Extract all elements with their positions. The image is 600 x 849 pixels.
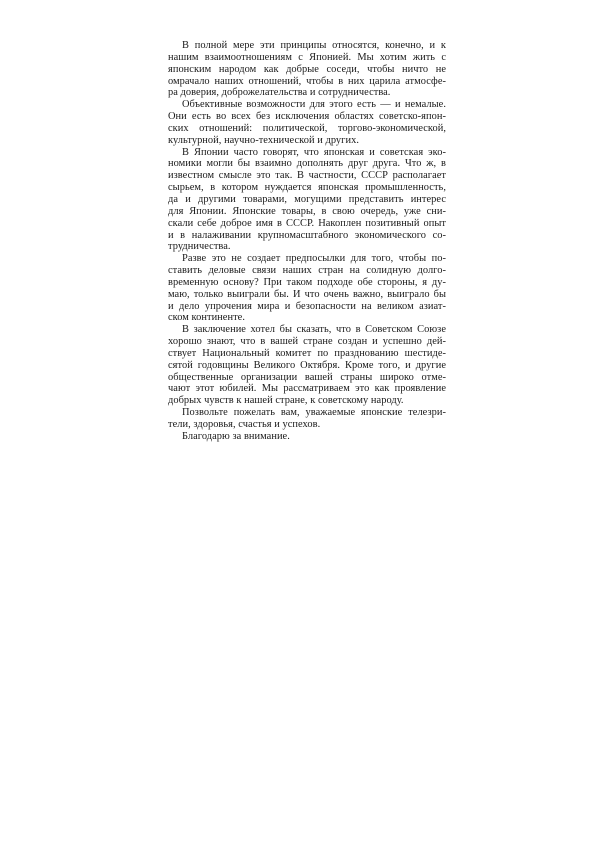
text-line: скали себе доброе имя в СССР. Накоплен позитивный опыт xyxy=(168,217,446,229)
paragraph xyxy=(168,147,446,254)
text-line: сятой годовщины Великого Октября. Кроме того, и другие xyxy=(168,359,446,371)
text-line: омрачало наших отношений, чтобы в них царила атмосфе- xyxy=(168,75,446,87)
text-line: для Японии. Японские товары, в свою очередь, уже сни- xyxy=(168,205,446,217)
text-line: хорошо знают, что в вашей стране создан и успешно дей- xyxy=(168,336,446,348)
text-line: ра доверия, доброжелательства и сотрудничества. xyxy=(168,87,391,99)
text-line: общественные организации вашей страны широко отме- xyxy=(168,371,446,383)
text-line: тели, здоровья, счастья и успехов. xyxy=(168,419,321,430)
text-line: и в налаживании крупномасштабного экономического со- xyxy=(168,229,446,241)
text-line: ских отношений: политической, торгово-экономической, xyxy=(168,122,446,134)
text-line: трудничества. xyxy=(168,241,231,253)
paragraph xyxy=(168,99,446,146)
text-line: временную основу? При таком подходе обе стороны, я ду- xyxy=(168,276,446,288)
text-line: Благодарю за внимание. xyxy=(182,430,290,442)
text-line: Позвольте пожелать вам, уважаемые японские телезри- xyxy=(182,407,446,419)
text-line: культурной, научно-технической и других. xyxy=(168,134,359,146)
text-line: японским народом как добрые соседи, чтобы ничто не xyxy=(168,63,446,75)
text-line: да и другими товарами, могущими представить интерес xyxy=(168,193,446,205)
paragraph xyxy=(168,40,446,99)
text-line: Объективные возможности для этого есть — и немалые. xyxy=(182,99,446,111)
text-line: ском континенте. xyxy=(168,312,245,324)
paragraph xyxy=(168,407,446,431)
text-line: ствует Национальный комитет по празднованию шестиде- xyxy=(168,347,446,359)
text-line: В полной мере эти принципы относятся, конечно, и к xyxy=(182,40,446,51)
text-line: чают этот юбилей. Мы рассматриваем это как проявление xyxy=(168,383,446,395)
document-page xyxy=(168,40,446,443)
paragraph xyxy=(168,324,446,407)
text-line: известном смысле это так. В частности, СССР располагает xyxy=(168,170,446,182)
text-line: Разве это не создает предпосылки для того, чтобы по- xyxy=(182,253,446,265)
text-line: Они есть во всех без исключения областях советско-япон- xyxy=(168,111,446,123)
text-line: В Японии часто говорят, что японская и советская эко- xyxy=(182,146,446,158)
text-line: и дело упрочения мира и безопасности на великом азиат- xyxy=(168,300,446,312)
text-line: маю, только выиграли бы. И что очень важно, выиграло бы xyxy=(168,288,446,300)
text-line: сырьем, в котором нуждается японская промышленность, xyxy=(168,182,446,194)
paragraph xyxy=(168,253,446,324)
text-line: В заключение хотел бы сказать, что в Советском Союзе xyxy=(182,324,446,336)
text-line: ставить деловые связи наших стран на солидную долго- xyxy=(168,265,446,277)
text-line: номики могли бы взаимно дополнять друг друга. Что ж, в xyxy=(168,158,446,170)
text-line: добрых чувств к нашей стране, к советскому народу. xyxy=(168,395,404,407)
text-line: нашим взаимоотношениям с Японией. Мы хотим жить с xyxy=(168,51,446,63)
paragraph xyxy=(168,431,446,443)
